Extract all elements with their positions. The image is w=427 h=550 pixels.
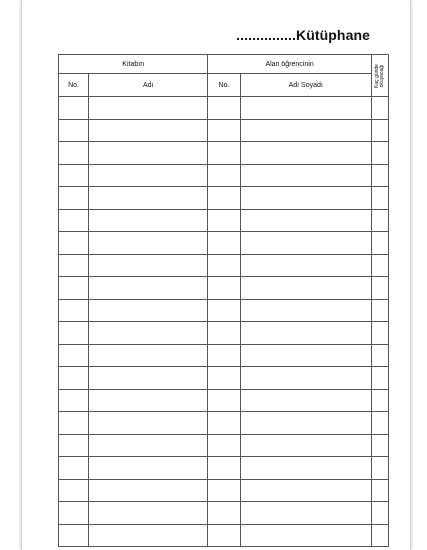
table-cell	[59, 209, 89, 232]
table-cell	[59, 232, 89, 255]
table-cell	[240, 299, 371, 322]
table-cell	[240, 322, 371, 345]
table-cell	[208, 187, 240, 210]
table-cell	[89, 389, 208, 412]
table-cell	[208, 389, 240, 412]
table-row	[59, 479, 389, 502]
table-cell	[208, 322, 240, 345]
table-cell	[371, 389, 388, 412]
table-cell	[89, 164, 208, 187]
table-cell	[59, 524, 89, 547]
table-cell	[240, 457, 371, 480]
table-cell	[240, 502, 371, 525]
days-header-line-1: Kaç günde	[373, 63, 380, 88]
table-row	[59, 524, 389, 547]
student-number-header: No.	[208, 74, 240, 97]
table-row	[59, 389, 389, 412]
table-cell	[240, 524, 371, 547]
table-cell	[240, 97, 371, 120]
table-cell	[240, 119, 371, 142]
table-row	[59, 299, 389, 322]
table-cell	[240, 344, 371, 367]
table-cell	[89, 277, 208, 300]
table-row	[59, 119, 389, 142]
table-cell	[59, 434, 89, 457]
table-cell	[89, 457, 208, 480]
table-cell	[89, 434, 208, 457]
table-cell	[208, 232, 240, 255]
table-row	[59, 142, 389, 165]
table-cell	[208, 277, 240, 300]
table-cell	[89, 299, 208, 322]
table-cell	[89, 119, 208, 142]
table-row	[59, 209, 389, 232]
table-cell	[89, 232, 208, 255]
days-to-read-header	[371, 55, 388, 97]
table-cell	[371, 344, 388, 367]
table-cell	[208, 502, 240, 525]
table-cell	[208, 479, 240, 502]
table-cell	[371, 97, 388, 120]
table-cell	[240, 479, 371, 502]
table-cell	[371, 277, 388, 300]
table-cell	[59, 389, 89, 412]
table-cell	[89, 97, 208, 120]
table-cell	[371, 299, 388, 322]
table-cell	[371, 187, 388, 210]
table-cell	[59, 97, 89, 120]
table-cell	[371, 232, 388, 255]
table-cell	[371, 322, 388, 345]
table-cell	[240, 187, 371, 210]
table-cell	[89, 254, 208, 277]
table-cell	[208, 434, 240, 457]
table-row	[59, 254, 389, 277]
table-cell	[89, 187, 208, 210]
book-number-header: No.	[59, 74, 89, 97]
table-cell	[240, 254, 371, 277]
table-cell	[371, 457, 388, 480]
table-cell	[208, 367, 240, 390]
table-cell	[371, 524, 388, 547]
table-cell	[371, 412, 388, 435]
table-cell	[240, 367, 371, 390]
table-column-header-row	[59, 74, 389, 97]
ledger-body	[59, 97, 389, 547]
book-name-header: Adı	[89, 74, 208, 97]
table-cell	[371, 209, 388, 232]
table-cell	[208, 119, 240, 142]
table-cell	[208, 412, 240, 435]
table-cell	[89, 524, 208, 547]
table-row	[59, 97, 389, 120]
table-cell	[208, 299, 240, 322]
days-header-line-2: okuyacağı	[378, 64, 385, 87]
table-group-header-row	[59, 55, 389, 74]
table-cell	[59, 457, 89, 480]
table-cell	[371, 502, 388, 525]
table-cell	[240, 232, 371, 255]
table-row	[59, 434, 389, 457]
table-row	[59, 367, 389, 390]
table-cell	[371, 119, 388, 142]
table-cell	[89, 412, 208, 435]
table-row	[59, 164, 389, 187]
table-row	[59, 502, 389, 525]
table-cell	[240, 434, 371, 457]
table-cell	[89, 142, 208, 165]
table-cell	[89, 502, 208, 525]
table-cell	[59, 344, 89, 367]
table-row	[59, 187, 389, 210]
table-cell	[59, 254, 89, 277]
table-cell	[371, 479, 388, 502]
table-cell	[240, 389, 371, 412]
page-title: ...............Kütüphane	[236, 27, 370, 43]
table-cell	[59, 322, 89, 345]
table-cell	[208, 209, 240, 232]
table-cell	[208, 254, 240, 277]
table-row	[59, 412, 389, 435]
table-cell	[240, 412, 371, 435]
table-cell	[208, 457, 240, 480]
table-cell	[240, 277, 371, 300]
library-ledger-table	[58, 54, 389, 547]
table-row	[59, 232, 389, 255]
table-cell	[89, 322, 208, 345]
table-cell	[208, 97, 240, 120]
table-cell	[89, 479, 208, 502]
table-cell	[240, 209, 371, 232]
table-cell	[59, 479, 89, 502]
table-cell	[59, 119, 89, 142]
book-group-header: Kitabın	[59, 55, 208, 74]
table-cell	[59, 277, 89, 300]
table-cell	[371, 367, 388, 390]
student-group-header: Alan öğrencinin	[208, 55, 371, 74]
table-cell	[89, 367, 208, 390]
table-row	[59, 344, 389, 367]
table-cell	[59, 187, 89, 210]
table-cell	[59, 502, 89, 525]
table-cell	[371, 142, 388, 165]
table-row	[59, 457, 389, 480]
table-row	[59, 322, 389, 345]
table-cell	[89, 344, 208, 367]
table-cell	[208, 142, 240, 165]
table-cell	[371, 164, 388, 187]
table-cell	[240, 142, 371, 165]
table-cell	[371, 434, 388, 457]
table-cell	[240, 164, 371, 187]
table-cell	[208, 344, 240, 367]
table-cell	[371, 254, 388, 277]
table-row	[59, 277, 389, 300]
table-cell	[59, 142, 89, 165]
table-cell	[208, 524, 240, 547]
table-cell	[89, 209, 208, 232]
table-cell	[59, 299, 89, 322]
table-cell	[59, 164, 89, 187]
table-cell	[59, 367, 89, 390]
table-cell	[59, 412, 89, 435]
table-cell	[208, 164, 240, 187]
student-name-header: Adı Soyadı	[240, 74, 371, 97]
ledger-page	[21, 0, 411, 550]
